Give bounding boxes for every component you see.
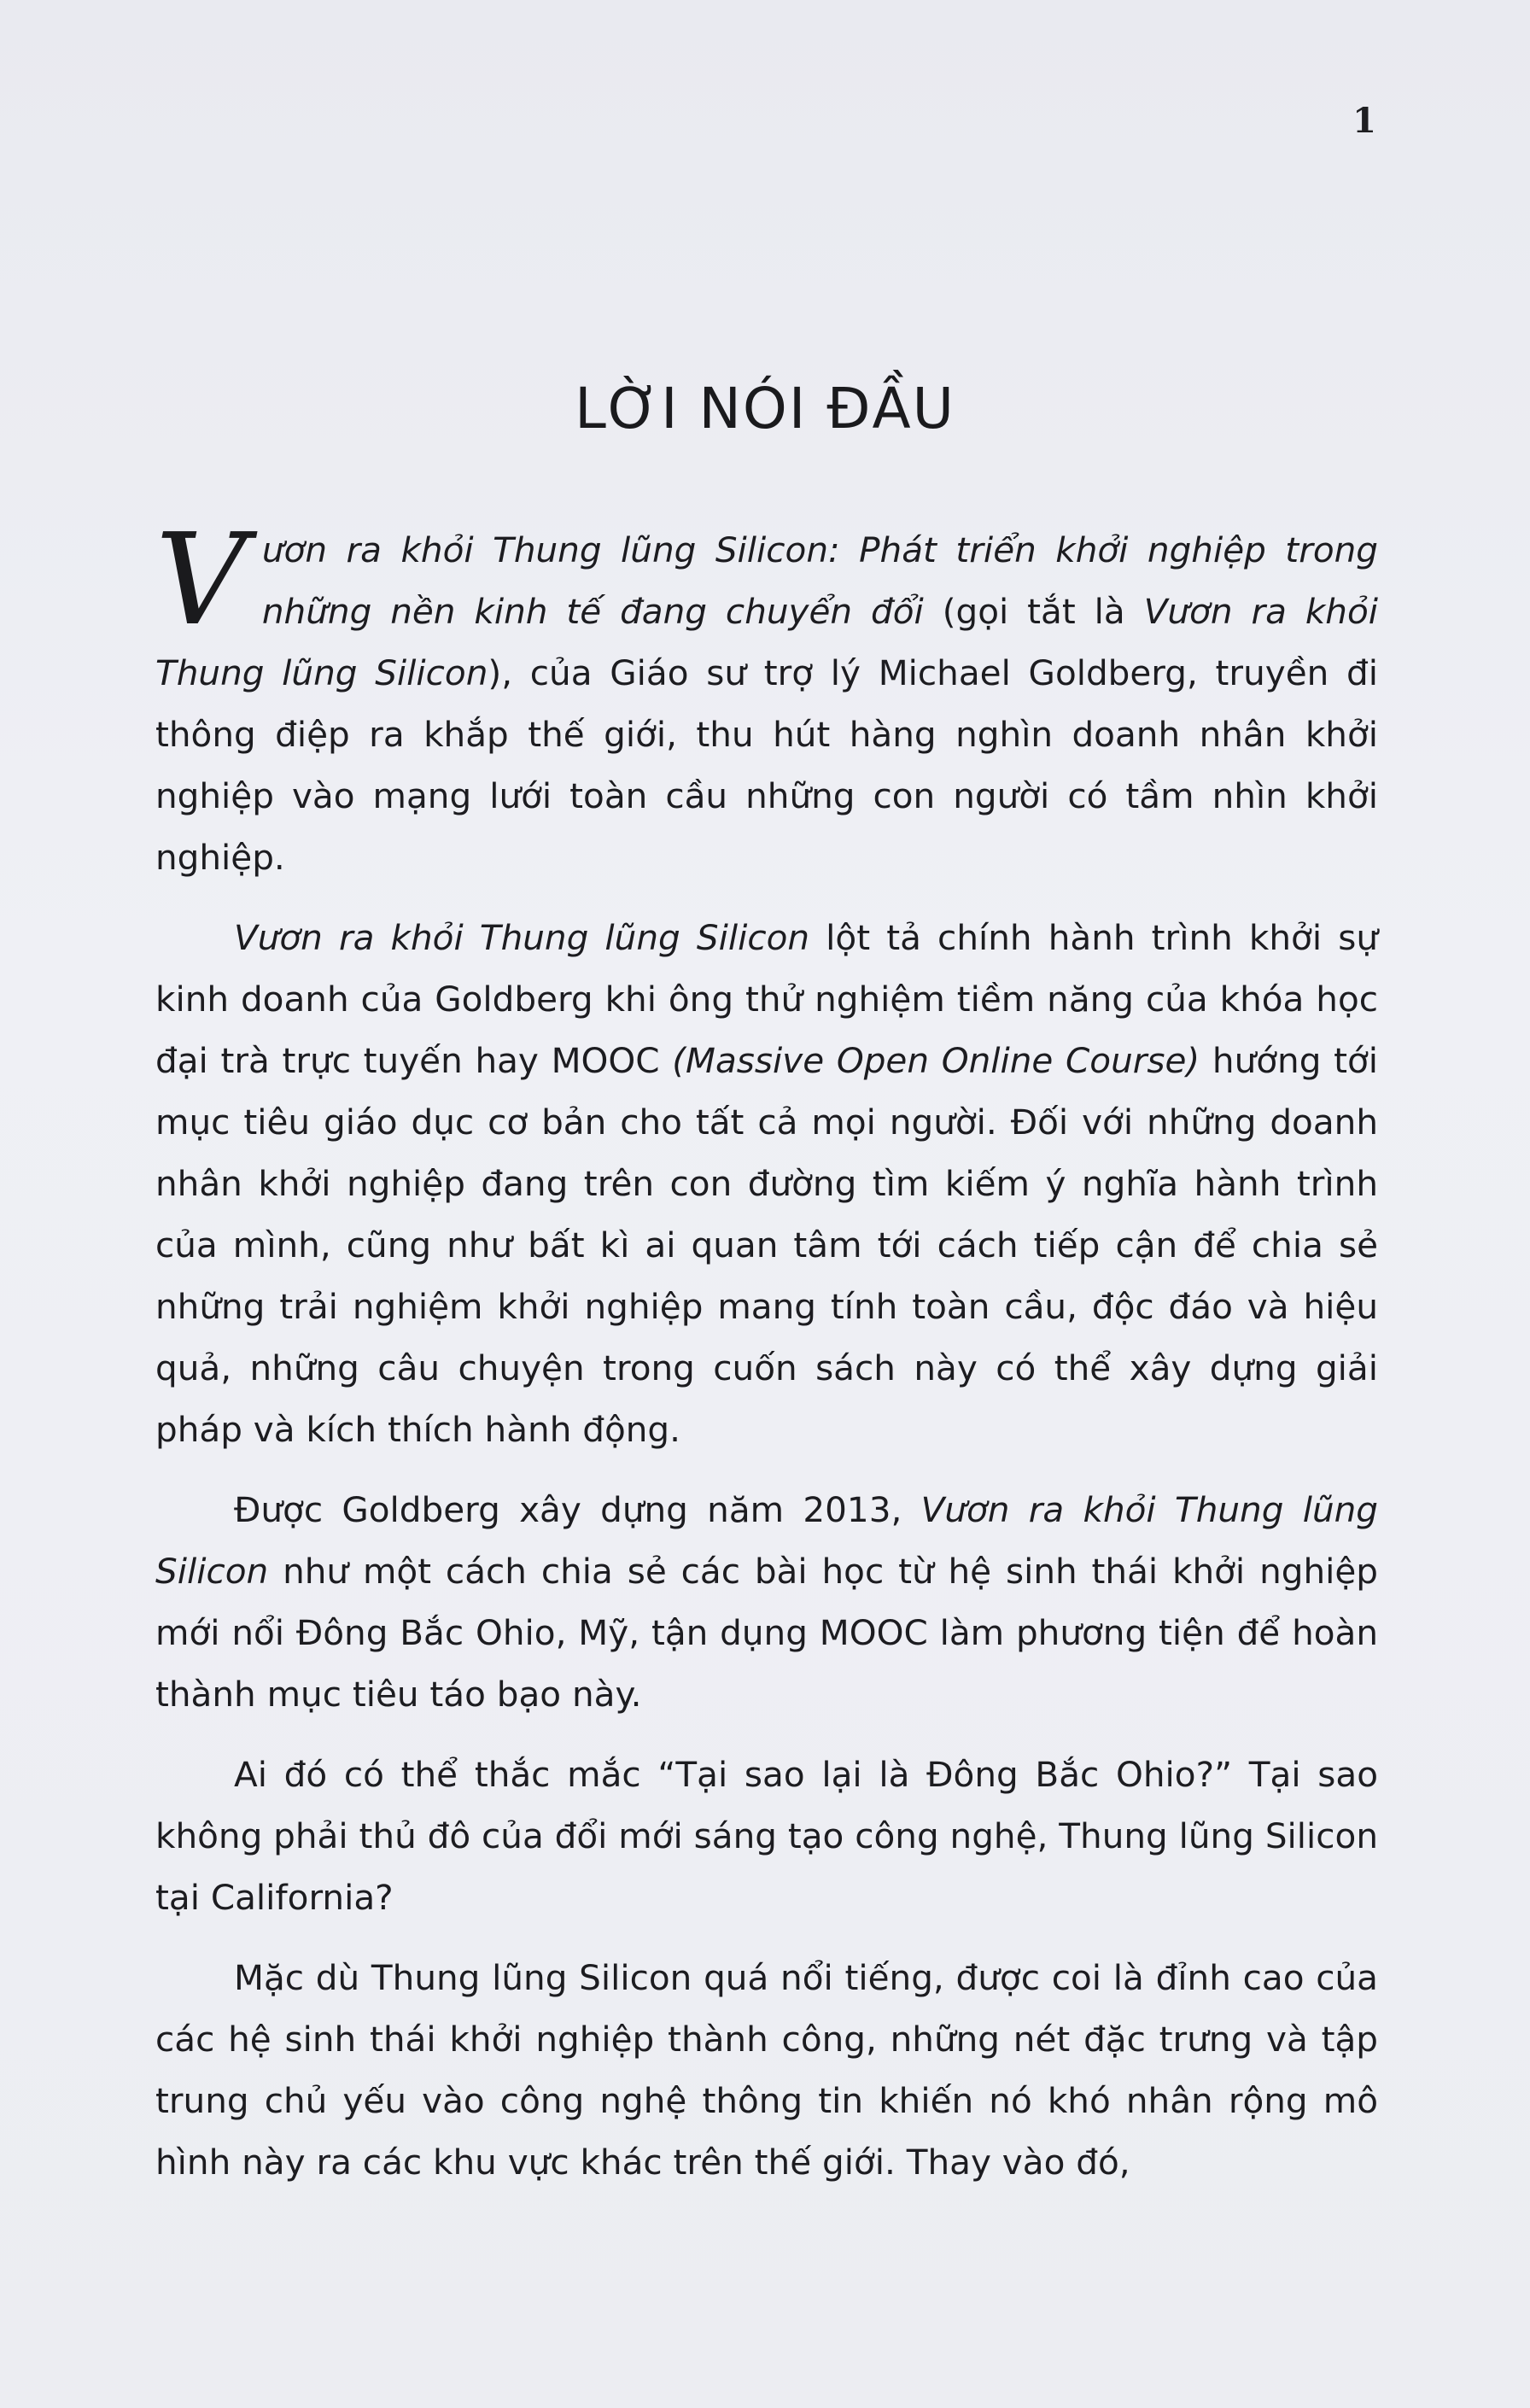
drop-cap: V	[155, 506, 247, 653]
body-text	[155, 506, 1379, 2212]
paragraph-1	[155, 506, 1378, 888]
book-short-title: Vươn ra khỏi Thung lũng Silicon	[155, 591, 1378, 693]
paragraph-1-text-b: ), của Giáo sư trợ lý Michael Goldberg, truyền đi thông điệp ra khắp thế giới, thu hút hàng nghìn doanh nhân khởi nghiệp vào mạng lưới toàn cầu những con người có tầm nhìn khởi nghiệp.	[155, 652, 1378, 878]
book-short-title: Vươn ra khỏi Thung lũng Silicon	[234, 917, 810, 958]
paragraph-3	[155, 1479, 1378, 1725]
paragraph-1-text-a: (gọi tắt là	[923, 591, 1144, 632]
paragraph-3-text-b: như một cách chia sẻ các bài học từ hệ sinh thái khởi nghiệp mới nổi Đông Bắc Ohio, Mỹ, tận dụng MOOC làm phương tiện để hoàn thành mục tiêu táo bạo này.	[155, 1551, 1378, 1715]
paragraph-3-text-a: Được Goldberg xây dựng năm 2013,	[234, 1489, 921, 1530]
page-number: 1	[1352, 101, 1376, 141]
paragraph-2-text-b: hướng tới mục tiêu giáo dục cơ bản cho tất cả mọi người. Đối với những doanh nhân khởi nghiệp đang trên con đường tìm kiếm ý nghĩa hành trình của mình, cũng như bất kì ai quan tâm tới cách tiếp cận để chia sẻ những trải nghiệm khởi nghiệp mang tính toàn cầu, độc đáo và hiệu quả, những câu chuyện trong cuốn sách này có thể xây dựng giải pháp và kích thích hành động.	[155, 1040, 1378, 1450]
chapter-title: LỜI NÓI ĐẦU	[575, 376, 955, 441]
paragraph-5: Mặc dù Thung lũng Silicon quá nổi tiếng, được coi là đỉnh cao của các hệ sinh thái khởi nghiệp thành công, những nét đặc trưng và tập trung chủ yếu vào công nghệ thông tin khiến nó khó nhân rộng mô hình này ra các khu vực khác trên thế giới. Thay vào đó,	[155, 1957, 1378, 2183]
mooc-definition: (Massive Open Online Course)	[672, 1040, 1200, 1081]
paragraph-2	[155, 907, 1378, 1460]
paragraph-2-text-a: lột tả chính hành trình khởi sự kinh doanh của Goldberg khi ông thử nghiệm tiềm năng của khóa học đại trà trực tuyến hay MOOC	[155, 917, 1378, 1081]
book-full-title: ươn ra khỏi Thung lũng Silicon: Phát triển khởi nghiệp trong những nền kinh tế đang chuyển đổi	[261, 529, 1378, 632]
book-short-title: Vươn ra khỏi Thung lũng Silicon	[155, 1489, 1379, 1592]
paragraph-4: Ai đó có thể thắc mắc “Tại sao lại là Đông Bắc Ohio?” Tại sao không phải thủ đô của đổi mới sáng tạo công nghệ, Thung lũng Silicon tại California?	[155, 1754, 1378, 1918]
